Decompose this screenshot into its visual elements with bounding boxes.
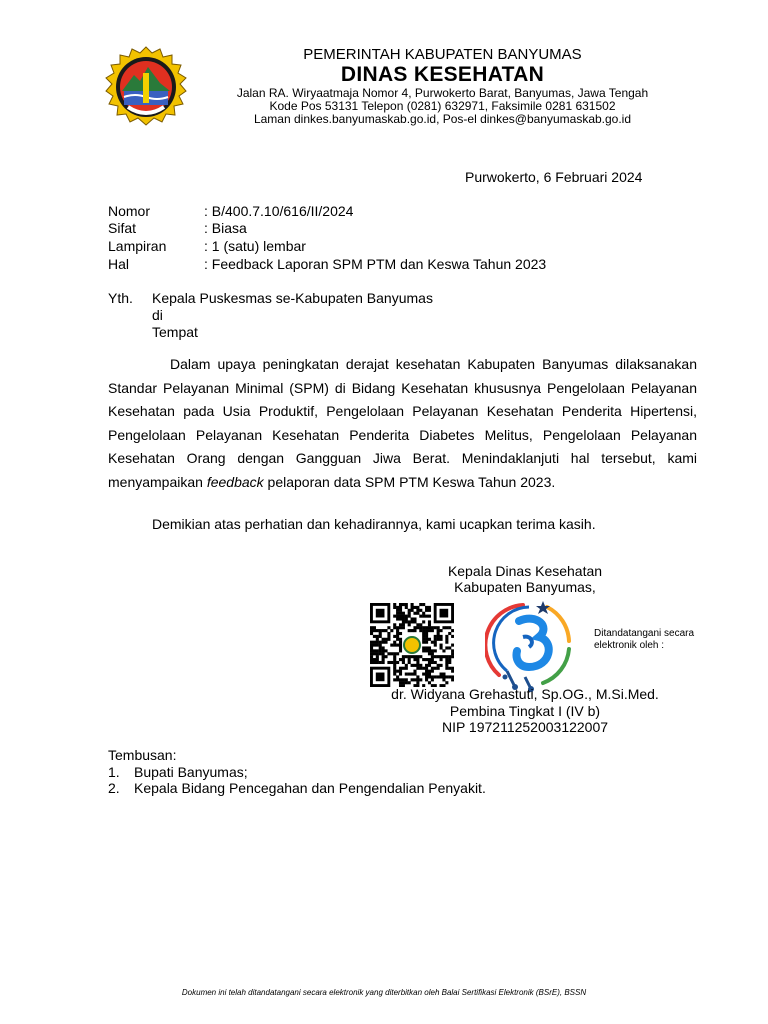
- meta-row-nomor: [108, 203, 353, 219]
- meta-label: Lampiran: [108, 238, 167, 254]
- letterhead-government: PEMERINTAH KABUPATEN BANYUMAS: [303, 46, 582, 63]
- meta-value: : Biasa: [204, 220, 247, 236]
- letter-date: Purwokerto, 6 Februari 2024: [465, 169, 643, 185]
- tembusan-item: [108, 780, 486, 796]
- bsre-logo-icon: [485, 597, 581, 693]
- esign-note: [594, 628, 694, 652]
- footer-note: Dokumen ini telah ditandatangani secara elektronik yang diterbitkan oleh Balai Sertifikasi Elektronik (BSrE), BSSN: [181, 988, 587, 997]
- letterhead-office: DINAS KESEHATAN: [340, 63, 545, 86]
- meta-value: : Feedback Laporan SPM PTM dan Keswa Tahun 2023: [204, 256, 547, 272]
- signatory-title-1: Kepala Dinas Kesehatan: [447, 563, 603, 579]
- body-text-b: pelaporan data SPM PTM Keswa Tahun 2023.: [263, 473, 556, 490]
- signatory-title-2: Kabupaten Banyumas,: [454, 579, 596, 595]
- tembusan-item: [108, 764, 248, 780]
- signatory-name: dr. Widyana Grehastuti, Sp.OG., M.Si.Med.: [391, 686, 659, 702]
- recipient-di: di: [152, 307, 163, 323]
- recipient-yth: Yth.: [108, 290, 133, 306]
- recipient-place: Tempat: [152, 324, 198, 340]
- meta-row-hal: [108, 256, 546, 272]
- esign-note-line-2: elektronik oleh :: [594, 640, 665, 651]
- qr-code-icon: [370, 603, 454, 687]
- meta-row-sifat: [108, 220, 247, 236]
- tembusan-text: Kepala Bidang Pencegahan dan Pengendalian Penyakit.: [134, 780, 486, 796]
- meta-value: : B/400.7.10/616/II/2024: [204, 203, 354, 219]
- signatory-rank: Pembina Tingkat I (IV b): [449, 703, 601, 719]
- letterhead-phone: Kode Pos 53131 Telepon (0281) 632971, Faksimile 0281 631502: [269, 99, 616, 113]
- tembusan-num: 2.: [108, 780, 120, 796]
- tembusan-heading: Tembusan:: [108, 747, 177, 763]
- body-paragraph: [108, 353, 697, 494]
- letterhead-address: Jalan RA. Wiryaatmaja Nomor 4, Purwokerto Barat, Banyumas, Jawa Tengah: [236, 86, 649, 100]
- tembusan-num: 1.: [108, 764, 120, 780]
- letterhead-web: Laman dinkes.banyumaskab.go.id, Pos-el dinkes@banyumaskab.go.id: [253, 112, 632, 126]
- esign-note-line-1: Ditandatangani secara: [594, 628, 695, 639]
- meta-label: Sifat: [108, 220, 137, 236]
- meta-label: Hal: [108, 256, 130, 272]
- tembusan-text: Bupati Banyumas;: [134, 764, 248, 780]
- closing-sentence: Demikian atas perhatian dan kehadirannya, kami ucapkan terima kasih.: [152, 516, 596, 532]
- meta-row-lampiran: [108, 238, 306, 254]
- meta-label: Nomor: [108, 203, 151, 219]
- meta-value: : 1 (satu) lembar: [204, 238, 306, 254]
- body-text-a: Dalam upaya peningkatan derajat kesehatan Kabupaten Banyumas dilaksanakan Standar Pelayanan Minimal (SPM) di Bidang Kesehatan khususnya Pengelolaan Pelayanan Kesehatan pada Usia Produktif, Pengelolaan Pelayanan Kesehatan Penderita Hipertensi, Pengelolaan Pelayanan Kesehatan Penderita Diabetes Melitus, Pengelolaan Pelayanan Kesehatan Orang dengan Gangguan Jiwa Berat. Menindaklanjuti hal tersebut, kami menyampaikan: [108, 356, 697, 490]
- body-text-feedback: feedback: [206, 473, 264, 490]
- signatory-nip: NIP 197211252003122007: [441, 719, 609, 735]
- recipient-name: Kepala Puskesmas se-Kabupaten Banyumas: [152, 290, 433, 306]
- banyumas-regency-emblem-icon: [104, 45, 188, 129]
